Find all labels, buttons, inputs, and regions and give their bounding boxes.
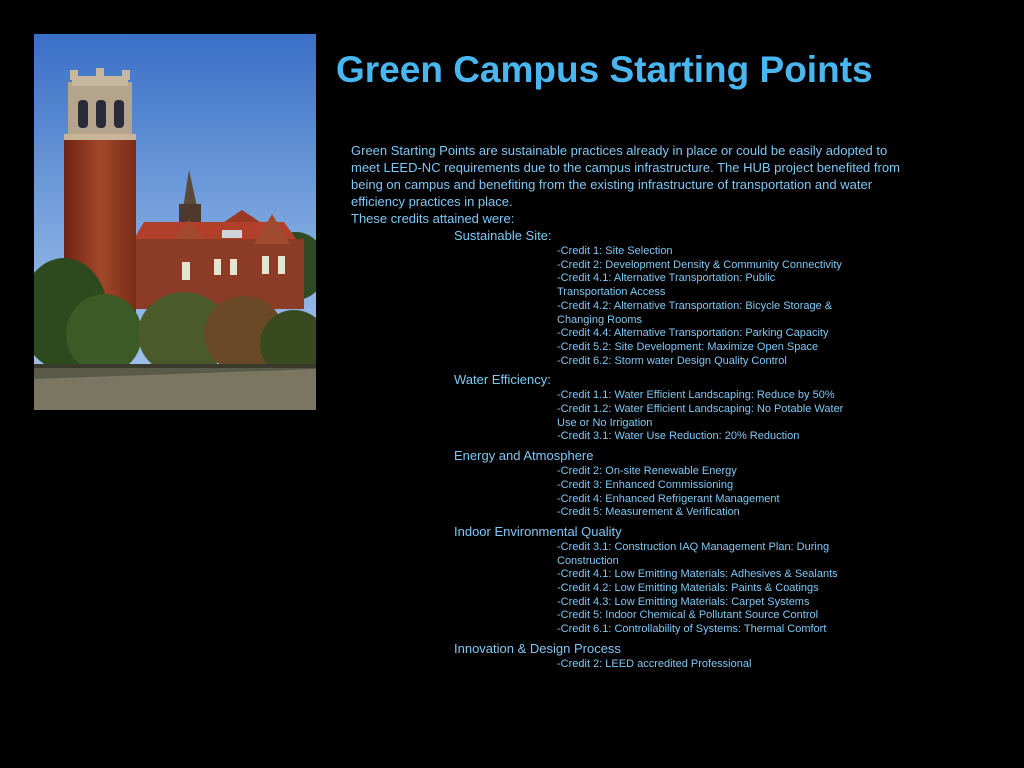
intro-text <box>351 142 911 227</box>
category-items <box>557 388 847 447</box>
credit-item: -Credit 4.2: Alternative Transportation: Bicycle Storage & Changing Rooms <box>557 299 833 326</box>
category-energy-atmosphere <box>454 447 854 523</box>
category-heading: Indoor Environmental Quality <box>454 523 622 539</box>
credit-item: -Credit 1: Site Selection <box>557 245 673 257</box>
credit-item: -Credit 4.3: Low Emitting Materials: Carpet Systems <box>557 595 810 608</box>
credit-item: -Credit 4.4: Alternative Transportation: Parking Capacity <box>557 327 829 340</box>
credit-item: -Credit 4: Enhanced Refrigerant Management <box>557 492 780 505</box>
slide-title: Green Campus Starting Points <box>336 49 873 90</box>
credit-item: -Credit 3.1: Water Use Reduction: 20% Reduction <box>557 430 800 443</box>
credit-item: -Credit 1.2: Water Efficient Landscaping: No Potable Water Use or No Irrigation <box>557 403 844 429</box>
credit-item: -Credit 2: On-site Renewable Energy <box>557 465 737 478</box>
credit-item: -Credit 5: Measurement & Verification <box>557 506 740 519</box>
credit-item: -Credit 5.2: Site Development: Maximize Open Space <box>557 340 819 353</box>
category-items <box>557 244 847 371</box>
credit-item: -Credit 3.1: Construction IAQ Management Plan: During Construction <box>557 540 830 567</box>
credit-item: -Credit 5: Indoor Chemical & Pollutant Source Control <box>557 609 819 622</box>
category-heading: Energy and Atmosphere <box>454 448 594 464</box>
category-items <box>557 540 847 640</box>
category-water-efficiency <box>454 371 854 447</box>
category-items <box>557 657 847 675</box>
category-innovation-design <box>454 640 854 675</box>
credits-list <box>454 227 854 675</box>
category-heading: Innovation & Design Process <box>454 640 621 656</box>
credit-item: -Credit 2: Development Density & Community Connectivity <box>557 258 842 271</box>
category-heading: Sustainable Site: <box>454 228 552 243</box>
credit-item: -Credit 1.1: Water Efficient Landscaping: Reduce by 50% <box>557 389 835 402</box>
campus-tower-photo <box>34 34 316 410</box>
category-sustainable-site <box>454 227 854 371</box>
intro-paragraph: Green Starting Points are sustainable practices already in place or could be easily adopted to meet LEED-NC requirements due to the campus infrastructure. The HUB project benefited from being on campus and benefiting from the existing infrastructure of transportation and water efficiency practices in place. <box>351 143 900 209</box>
credit-item: -Credit 4.1: Alternative Transportation: Public Transportation Access <box>557 272 776 299</box>
credit-item: -Credit 4.1: Low Emitting Materials: Adhesives & Sealants <box>557 568 838 581</box>
credit-item: -Credit 3: Enhanced Commissioning <box>557 478 734 491</box>
category-heading: Water Efficiency: <box>454 372 551 388</box>
category-items <box>557 464 847 523</box>
credit-item: -Credit 6.2: Storm water Design Quality Control <box>557 354 787 367</box>
category-indoor-environmental-quality <box>454 523 854 640</box>
credit-item: -Credit 6.1: Controllability of Systems: Thermal Comfort <box>557 623 827 636</box>
credit-item: -Credit 2: LEED accredited Professional <box>557 657 752 670</box>
intro-tail: These credits attained were: <box>351 211 515 226</box>
credit-item: -Credit 4.2: Low Emitting Materials: Paints & Coatings <box>557 582 819 595</box>
